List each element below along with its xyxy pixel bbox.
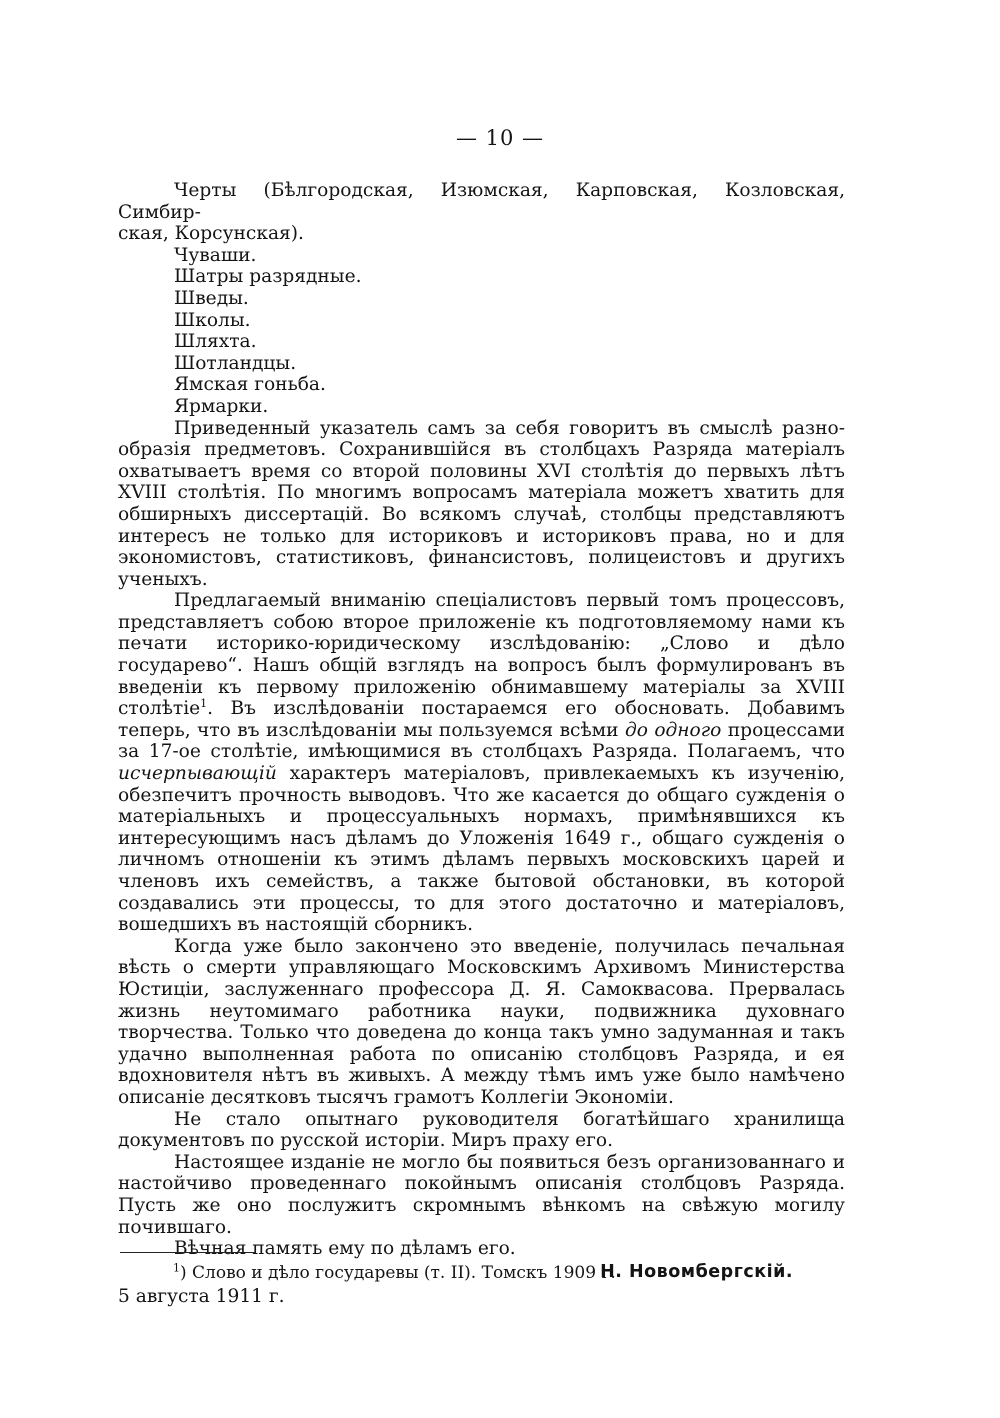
body-text <box>118 180 845 1312</box>
list-item: Чуваши. <box>174 244 257 266</box>
footnote-mark: 1 <box>173 1261 180 1275</box>
list-item: Шотландцы. <box>174 352 297 374</box>
list-item: Ярмарки. <box>174 395 269 417</box>
paragraph-loss: Не стало опытнаго руководителя богатѣйшаго хранилища документовъ по русской исторіи. Миръ праху его. <box>118 1108 845 1152</box>
paragraph-text: Предлагаемый вниманію спеціалистовъ первый томъ процессовъ, представляетъ собою второе приложеніе къ подготовляемому нами къ печати историко-юридическому изслѣдованію: „Слово и дѣло государево“. Нашъ общій взглядъ на вопросъ былъ формулированъ въ введеніи къ первому приложенію обнимавшему матеріалы за XVIII столѣтіе <box>118 590 845 720</box>
list-item: Шатры разрядные. <box>174 266 362 288</box>
list-intro-line1: Черты (Бѣлгородская, Изюмская, Карповская, Козловская, Симбир- <box>118 180 845 223</box>
paragraph-dedication: Настоящее изданіе не могло бы появиться безъ организованнаго и настойчиво проведеннаго покойнымъ описанія столбцовъ Разряда. Пусть же оно послужитъ скромнымъ вѣнкомъ на свѣжую могилу почившаго. <box>118 1151 845 1238</box>
list-item: Шляхта. <box>174 331 257 353</box>
emphasis-text: до одного <box>624 719 722 741</box>
paragraph-text: характеръ матеріаловъ, привлекаемыхъ къ изученію, обезпечитъ прочность выводовъ. Что же касается до общаго сужденія о матеріальныхъ и процессуальныхъ нормахъ, примѣнявшихся къ интересующимъ насъ дѣламъ до Уложенія 1649 г., общаго сужденія о личномъ отношеніи къ этимъ дѣламъ первыхъ московскихъ царей и членовъ ихъ семействъ, а также бытовой обстановки, въ которой создавались эти процессы, то для этого достаточно и матеріаловъ, вошедшихъ въ настоящій сборникъ. <box>118 763 845 936</box>
emphasis-text: исчерпывающій <box>118 763 277 785</box>
list-item: Ямская гоньба. <box>174 374 326 396</box>
list-intro-line2: ская, Корсунская). <box>118 223 304 245</box>
list-item: Школы. <box>174 309 251 331</box>
paragraph-memory: Вѣчная память ему по дѣламъ его. <box>174 1238 516 1260</box>
paragraph-text: . Въ изслѣдованіи постараемся его обосновать. Добавимъ теперь, что въ изслѣдованіи мы пользуемся всѣми <box>118 698 845 741</box>
footnote-text: ) Слово и дѣло государевы (т. II). Томскъ 1909 г. <box>180 1263 616 1283</box>
paragraph-index-summary: Приведенный указатель самъ за себя говоритъ въ смыслѣ разно-образія предметовъ. Сохранившійся въ столбцахъ Разряда матеріалъ охватываетъ время со второй половины XVI столѣтія до первыхъ лѣтъ XVIII столѣтія. По многимъ вопросамъ матеріала можетъ хватить для обширныхъ диссертацій. Во всякомъ случаѣ, столбцы представляютъ интересъ не только для историковъ и историковъ права, но и для экономистовъ, статистиковъ, финансистовъ, полицеистовъ и другихъ ученыхъ. <box>118 417 845 590</box>
list-item: Шведы. <box>174 287 249 309</box>
paragraph-first-volume <box>118 590 845 936</box>
footnote-reference: 1 <box>200 697 208 711</box>
footnote-divider <box>120 1252 256 1253</box>
paragraph-obituary: Когда уже было закончено это введеніе, получилась печальная вѣсть о смерти управляющаго Московскимъ Архивомъ Министерства Юстиціи, заслуженнаго профессора Д. Я. Самоквасова. Прервалась жизнь неутомимаго работника науки, подвижника духовнаго творчества. Только что доведена до конца такъ умно задуманная и такъ удачно выполненная работа по описанію столбцовъ Разряда, и ея вдохновителя нѣтъ въ живыхъ. А между тѣмъ имъ уже было намѣчено описаніе десятковъ тысячъ грамотъ Коллегіи Экономіи. <box>118 935 845 1108</box>
date-line: 5 августа 1911 г. <box>118 1285 285 1307</box>
footnote <box>173 1263 616 1283</box>
author-signature: Н. Новомбергскій. <box>600 1261 793 1282</box>
paragraph-text: процессами за 17-ое столѣтіе, имѣющимися въ столбцахъ Разряда. Полагаемъ, что <box>118 719 845 763</box>
page-number: — 10 — <box>455 126 545 150</box>
